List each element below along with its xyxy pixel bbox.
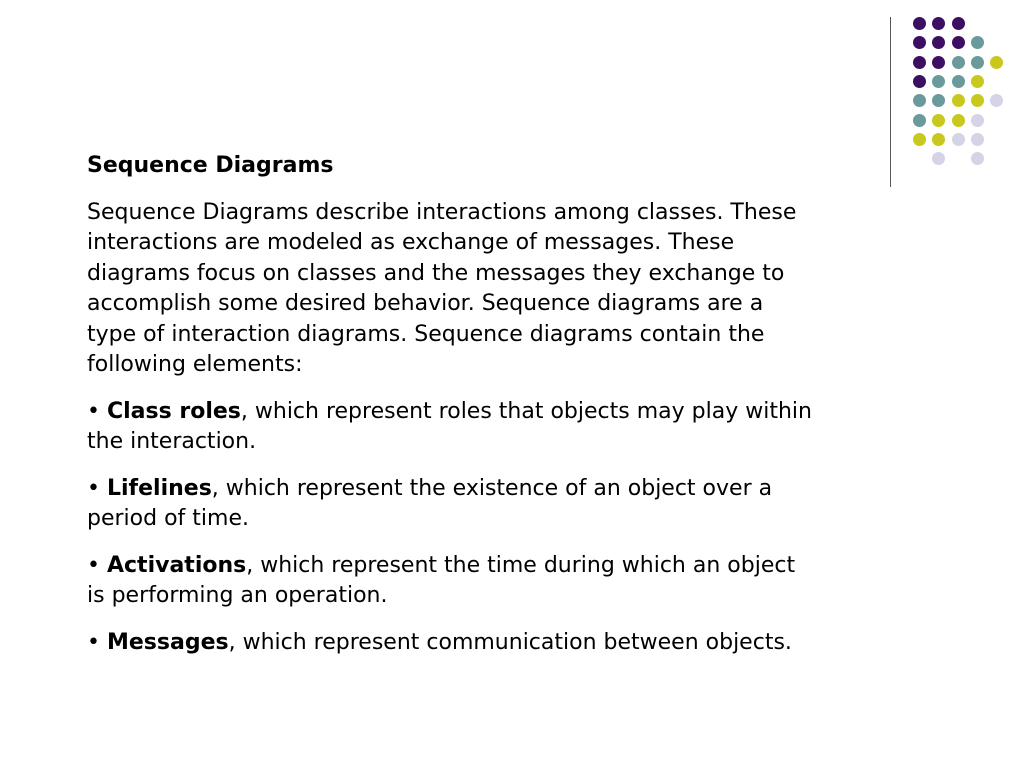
decorative-dot	[913, 94, 926, 107]
intro-paragraph: Sequence Diagrams describe interactions among classes. These interactions are modeled as exchange of messages. These diagrams focus on classes and the messages they exchange to accomplish some desired behavior. Sequence diagrams are a type of interaction diagrams. Sequence diagrams contain the following elements:	[87, 199, 797, 377]
decorative-dot	[913, 56, 926, 69]
bullet-term: Messages	[106, 629, 229, 655]
bullet-item-messages	[87, 628, 817, 659]
slide-content	[87, 151, 817, 674]
decorative-dot	[971, 94, 984, 107]
decorative-dot	[990, 94, 1003, 107]
bullet-item-lifelines	[87, 474, 817, 535]
decorative-dot	[932, 114, 945, 127]
bullet-term: Class roles	[106, 398, 241, 424]
decorative-dot	[913, 36, 926, 49]
bullet-term: Lifelines	[106, 475, 212, 501]
decorative-dot	[932, 56, 945, 69]
vertical-divider	[890, 17, 891, 187]
decorative-dot	[971, 56, 984, 69]
decorative-dot	[971, 133, 984, 146]
decorative-dot	[913, 133, 926, 146]
bullet-item-activations	[87, 551, 817, 612]
bullet-term: Activations	[106, 552, 247, 578]
bullet-marker: •	[87, 552, 107, 578]
decorative-dot	[913, 75, 926, 88]
bullet-marker: •	[87, 398, 107, 424]
decorative-dot	[932, 17, 945, 30]
decorative-dot	[952, 17, 965, 30]
decorative-dot	[913, 17, 926, 30]
bullet-text: , which represent the time during which an object is performing an operation.	[87, 552, 796, 608]
decorative-dot	[952, 56, 965, 69]
decorative-dot	[952, 133, 965, 146]
bullet-marker: •	[87, 629, 107, 655]
decorative-dot	[952, 94, 965, 107]
decorative-dot	[952, 114, 965, 127]
decorative-dot	[971, 75, 984, 88]
decorative-dot	[932, 36, 945, 49]
decorative-dot	[971, 114, 984, 127]
bullet-text: , which represent roles that objects may play within the interaction.	[87, 398, 812, 454]
decorative-dot	[971, 36, 984, 49]
decorative-dot	[990, 56, 1003, 69]
slide-title: Sequence Diagrams	[87, 153, 334, 178]
decorative-dot	[932, 94, 945, 107]
decorative-dot	[952, 36, 965, 49]
bullet-text: , which represent communication between objects.	[228, 629, 792, 655]
decorative-dot	[971, 152, 984, 165]
bullet-text: , which represent the existence of an object over a period of time.	[87, 475, 773, 531]
decorative-dot	[932, 75, 945, 88]
decorative-dot	[932, 152, 945, 165]
decorative-dot	[932, 133, 945, 146]
bullet-item-class-roles	[87, 397, 817, 458]
bullet-marker: •	[87, 475, 107, 501]
decorative-dot	[913, 114, 926, 127]
decorative-dot	[952, 75, 965, 88]
